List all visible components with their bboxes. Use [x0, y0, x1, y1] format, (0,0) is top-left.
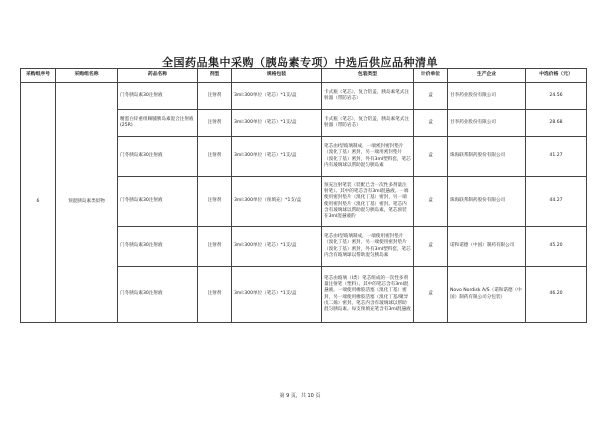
pack-type-cell: 卡式瓶（笔芯），复合铝盖，胰岛素笔式注射器（带防岩芯） — [322, 83, 414, 110]
price-cell: 24.56 — [526, 83, 587, 110]
maker-cell: 甘李药业股份有限公司 — [448, 83, 526, 110]
unit-cell: 盒 — [414, 267, 448, 323]
drug-name-cell: 门冬胰岛素30注射液 — [118, 177, 198, 227]
dosage-form-cell: 注射剂 — [198, 177, 232, 227]
drug-name-cell: 门冬胰岛素30注射液 — [118, 83, 198, 110]
drug-name-cell: 精蛋白锌重组赖脯胰岛素混合注射液(25R) — [118, 110, 198, 137]
unit-cell: 盒 — [414, 227, 448, 267]
group-name-cell: 预混胰岛素类似物 — [56, 83, 118, 323]
price-cell: 44.27 — [526, 177, 587, 227]
table-header-row — [21, 69, 587, 83]
header-maker: 生产企业 — [448, 69, 526, 83]
unit-cell: 盒 — [414, 110, 448, 137]
pack-type-cell: 卡式瓶（笔芯），复合铝盖，胰岛素笔式注射器（带防岩芯） — [322, 110, 414, 137]
unit-cell: 盒 — [414, 137, 448, 177]
header-unit: 计价单位 — [414, 69, 448, 83]
spec-cell: 3ml:300单位（预填充）*1支/盒 — [232, 177, 322, 227]
price-cell: 46.20 — [526, 267, 587, 323]
price-cell: 28.68 — [526, 110, 587, 137]
header-group-id: 采购组序号 — [21, 69, 56, 83]
group-id-cell: 6 — [21, 83, 56, 323]
pack-type-cell: 笔芯由Ⅰ型玻璃制成，一端使用密封垫片（溴化丁基）密封，另一端使用密封垫片（溴化丁基）密封，外有3ml塑料套，笔芯内含有玻璃球以帮助混匀胰岛素 — [322, 227, 414, 267]
pack-type-cell: 笔芯由Ⅰ型玻璃制成，一端密封密封垫片（溴化丁基）密封，另一端用密封垫片（溴化丁基）密封，外有3ml塑料套，笔芯内有玻璃球以帮助混匀胰岛素 — [322, 137, 414, 177]
spec-cell: 3ml:300单位（笔芯）*1支/盒 — [232, 83, 322, 110]
header-pack-type: 包装类型 — [322, 69, 414, 83]
spec-cell: 3ml:300单位（笔芯）*1支/盒 — [232, 267, 322, 323]
maker-cell: 珠海联邦制药股份有限公司 — [448, 177, 526, 227]
header-spec: 规格包装 — [232, 69, 322, 83]
unit-cell: 盒 — [414, 177, 448, 227]
pack-type-cell: 预充注射笔装（装配已含一次性多剂量注射笔）。其中的笔芯含有3ml混悬液。一端使用密封垫片（溴化丁基）密封，另一端使用密封垫片（溴化丁基）密封。笔芯内含有玻璃球以帮助混匀胰岛素，笔芯预装在3ml混悬液的 — [322, 177, 414, 227]
maker-cell: 诺和诺德（中国）制药有限公司 — [448, 227, 526, 267]
page-title: 全国药品集中采购（胰岛素专项）中选后供应品种清单 — [162, 56, 438, 69]
drug-list-table — [20, 68, 587, 323]
spec-cell: 3ml:300单位（笔芯）*1支/盒 — [232, 110, 322, 137]
maker-cell: 珠海联邦制药股份有限公司 — [448, 137, 526, 177]
dosage-form-cell: 注射剂 — [198, 227, 232, 267]
page-footer: 第 9 页，共 10 页 — [279, 393, 321, 399]
dosage-form-cell: 注射剂 — [198, 267, 232, 323]
spec-cell: 3ml:300单位（笔芯）*1支/盒 — [232, 227, 322, 267]
drug-name-cell: 门冬胰岛素30注射液 — [118, 137, 198, 177]
drug-name-cell: 门冬胰岛素30注射液 — [118, 267, 198, 323]
spec-cell: 3ml:300单位（笔芯）*1支/盒 — [232, 137, 322, 177]
dosage-form-cell: 注射剂 — [198, 83, 232, 110]
unit-cell: 盒 — [414, 83, 448, 110]
drug-name-cell: 门冬胰岛素30注射液 — [118, 227, 198, 267]
pack-type-cell: 笔芯由玻璃（Ⅰ类）笔芯组成的一次性多剂量注射笔（塑料）。其中的笔芯含有3ml混悬液。一端使用橡胶活塞（溴化丁基）密封，另一端使用橡胶活塞（溴化丁基/聚异戊二烯）密封。笔芯内含有玻璃球以帮助混匀胰岛素。每支预填充笔含有3ml混悬液 — [322, 267, 414, 323]
maker-cell: 甘李药业股份有限公司 — [448, 110, 526, 137]
header-group-name: 采购组名称 — [56, 69, 118, 83]
header-drug-name: 药品名称 — [118, 69, 198, 83]
table-row — [21, 83, 587, 110]
dosage-form-cell: 注射剂 — [198, 137, 232, 177]
dosage-form-cell: 注射剂 — [198, 110, 232, 137]
maker-cell: Novo Nordisk A/S（诺和诺德（中国）制药有限公司分包装） — [448, 267, 526, 323]
price-cell: 45.20 — [526, 227, 587, 267]
header-dosage-form: 剂型 — [198, 69, 232, 83]
price-cell: 41.27 — [526, 137, 587, 177]
header-price: 中选价格（元） — [526, 69, 587, 83]
